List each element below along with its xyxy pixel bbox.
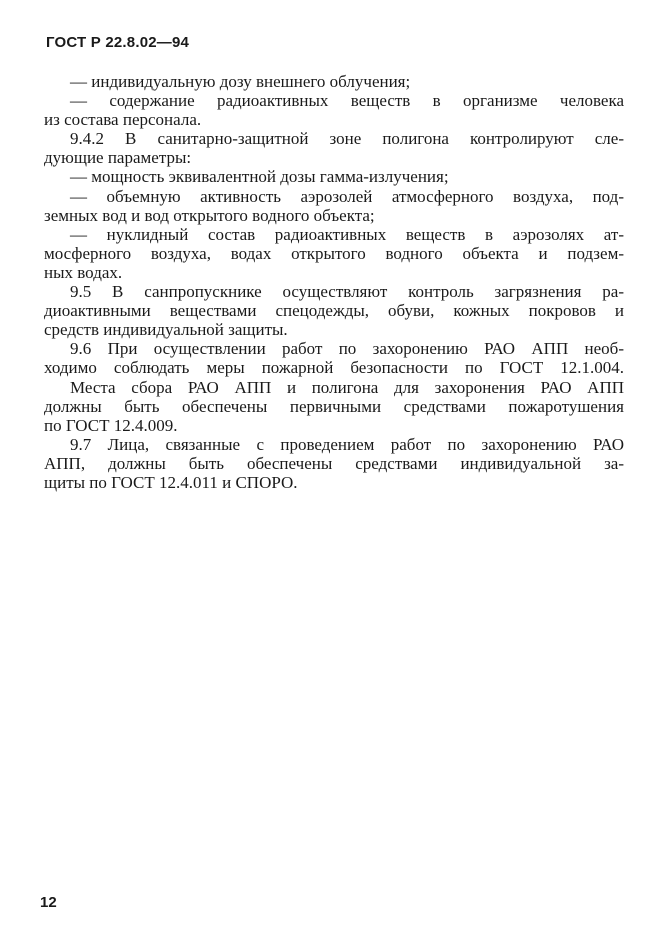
document-header: ГОСТ Р 22.8.02—94 — [46, 34, 190, 51]
text-line: должны быть обеспечены первичными средствами пожаротушения — [44, 396, 624, 416]
text-line: — объемную активность аэрозолей атмосферного воздуха, под- — [70, 186, 624, 206]
text-line: мосферного воздуха, водах открытого водного объекта и подзем- — [44, 243, 624, 263]
text-line: — содержание радиоактивных веществ в организме человека — [70, 91, 624, 111]
text-line: 9.7 Лица, связанные с проведением работ по захоронению РАО — [70, 434, 624, 454]
text-line: Места сбора РАО АПП и полигона для захоронения РАО АПП — [70, 377, 624, 397]
text-line: — мощность эквивалентной дозы гамма-излучения; — [70, 167, 449, 187]
text-line: 9.6 При осуществлении работ по захоронению РАО АПП необ- — [70, 339, 624, 359]
text-line: — индивидуальную дозу внешнего облучения; — [70, 72, 411, 91]
text-line: ходимо соблюдать меры пожарной безопасности по ГОСТ 12.1.004. — [44, 358, 624, 378]
text-line: по ГОСТ 12.4.009. — [44, 415, 178, 435]
text-line: щиты по ГОСТ 12.4.011 и СПОРО. — [44, 472, 298, 492]
text-line: АПП, должны быть обеспечены средствами индивидуальной за- — [44, 453, 624, 473]
text-line: из состава персонала. — [44, 110, 202, 130]
text-line: земных вод и вод открытого водного объекта; — [44, 205, 375, 225]
text-line: средств индивидуальной защиты. — [44, 320, 288, 340]
document-body — [44, 72, 624, 492]
text-line: — нуклидный состав радиоактивных веществ в аэрозолях ат- — [70, 224, 624, 244]
text-line: диоактивными веществами спецодежды, обуви, кожных покровов и — [44, 301, 624, 321]
text-line: ных водах. — [44, 262, 123, 282]
page-number: 12 — [40, 894, 57, 911]
text-line: 9.5 В санпропускнике осуществляют контроль загрязнения ра- — [70, 282, 624, 302]
text-line: 9.4.2 В санитарно-защитной зоне полигона контролируют сле- — [70, 129, 624, 149]
text-line: дующие параметры: — [44, 148, 192, 168]
